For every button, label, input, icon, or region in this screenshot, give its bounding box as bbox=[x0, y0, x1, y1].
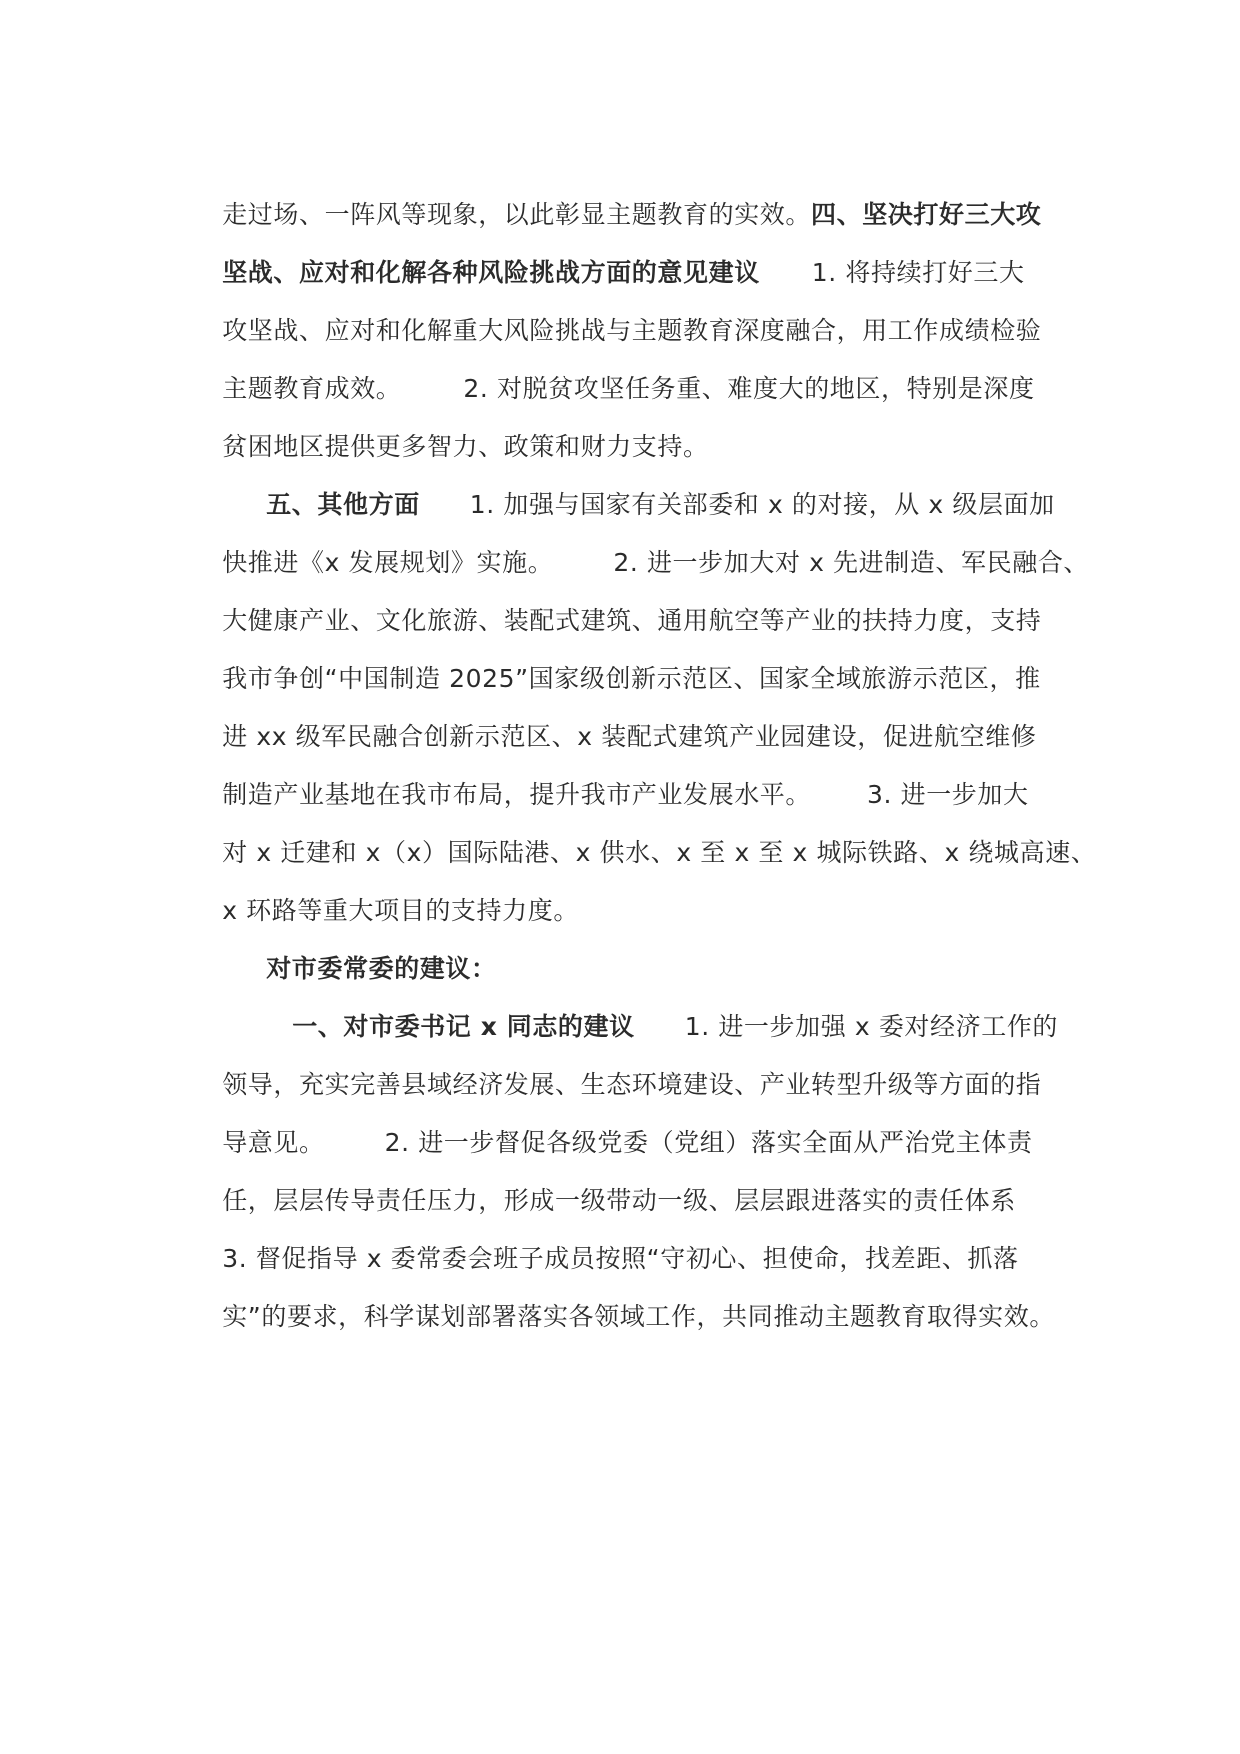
body-text: 1. 将持续打好三大 bbox=[811, 258, 1025, 287]
document-line bbox=[232, 445, 1055, 519]
document-line bbox=[188, 387, 709, 461]
body-text: 快推进《x 发展规划》实施。 bbox=[222, 548, 554, 577]
document-line bbox=[188, 851, 579, 925]
document-line bbox=[188, 1141, 1016, 1215]
document-line bbox=[188, 561, 1042, 635]
body-text: 3. 进一步加大 bbox=[867, 780, 1029, 809]
document-line bbox=[188, 1083, 1033, 1157]
document-line bbox=[232, 909, 497, 983]
document-line bbox=[188, 1025, 1042, 1099]
body-text: 2. 对脱贫攻坚任务重、难度大的地区，特别是深度 bbox=[463, 374, 1035, 403]
document-line bbox=[188, 503, 1090, 577]
body-text: 2. 进一步督促各级党委（党组）落实全面从严治党主体责 bbox=[384, 1128, 1033, 1157]
subheading-standing-committee: 对市委常委的建议： bbox=[266, 954, 497, 983]
document-line bbox=[188, 735, 1029, 809]
body-text: 任，层层传导责任压力，形成一级带动一级、层层跟进落实的责任体系 bbox=[222, 1186, 1016, 1215]
document-line bbox=[258, 967, 1059, 1041]
body-text: 1. 加强与国家有关部委和 x 的对接，从 x 级层面加 bbox=[469, 490, 1055, 519]
document-line bbox=[188, 677, 1037, 751]
document-line bbox=[188, 619, 1041, 693]
body-text: 进 xx 级军民融合创新示范区、x 装配式建筑产业园建设，促进航空维修 bbox=[222, 722, 1037, 751]
body-text: x 环路等重大项目的支持力度。 bbox=[222, 896, 579, 925]
body-text: 1. 进一步加强 x 委对经济工作的 bbox=[684, 1012, 1059, 1041]
body-text: 导意见。 bbox=[222, 1128, 325, 1157]
body-text: 攻坚战、应对和化解重大风险挑战与主题教育深度融合，用工作成绩检验 bbox=[222, 316, 1042, 345]
body-text: 制造产业基地在我市布局，提升我市产业发展水平。 bbox=[222, 780, 811, 809]
body-text: 大健康产业、文化旅游、装配式建筑、通用航空等产业的扶持力度，支持 bbox=[222, 606, 1042, 635]
document-line bbox=[188, 155, 1042, 229]
body-text: 走过场、一阵风等现象，以此彰显主题教育的实效。 bbox=[222, 200, 811, 229]
section-heading-1: 一、对市委书记 x 同志的建议 bbox=[292, 1012, 635, 1041]
document-line bbox=[188, 329, 1035, 403]
document-line bbox=[188, 213, 1025, 287]
body-text: 主题教育成效。 bbox=[222, 374, 402, 403]
document-line bbox=[188, 271, 1042, 345]
document-line bbox=[188, 1257, 1055, 1331]
body-text: 领导，充实完善县域经济发展、生态环境建设、产业转型升级等方面的指 bbox=[222, 1070, 1042, 1099]
body-text: 对 x 迁建和 x（x）国际陆港、x 供水、x 至 x 至 x 城际铁路、x 绕城高速、 bbox=[222, 838, 1097, 867]
body-text: 我市争创“中国制造 2025”国家级创新示范区、国家全域旅游示范区，推 bbox=[222, 664, 1041, 693]
section-heading-5: 五、其他方面 bbox=[266, 490, 420, 519]
document-line bbox=[188, 793, 1097, 867]
body-text: 贫困地区提供更多智力、政策和财力支持。 bbox=[222, 432, 709, 461]
section-heading-4: 四、坚决打好三大攻 bbox=[811, 200, 1042, 229]
body-text: 实”的要求，科学谋划部署落实各领域工作，共同推动主题教育取得实效。 bbox=[222, 1302, 1055, 1331]
body-text: 2. 进一步加大对 x 先进制造、军民融合、 bbox=[613, 548, 1090, 577]
body-text: 3. 督促指导 x 委常委会班子成员按照“守初心、担使命，找差距、抓落 bbox=[222, 1244, 1019, 1273]
section-heading-4-cont: 坚战、应对和化解各种风险挑战方面的意见建议 bbox=[222, 258, 760, 287]
document-line bbox=[188, 1199, 1019, 1273]
